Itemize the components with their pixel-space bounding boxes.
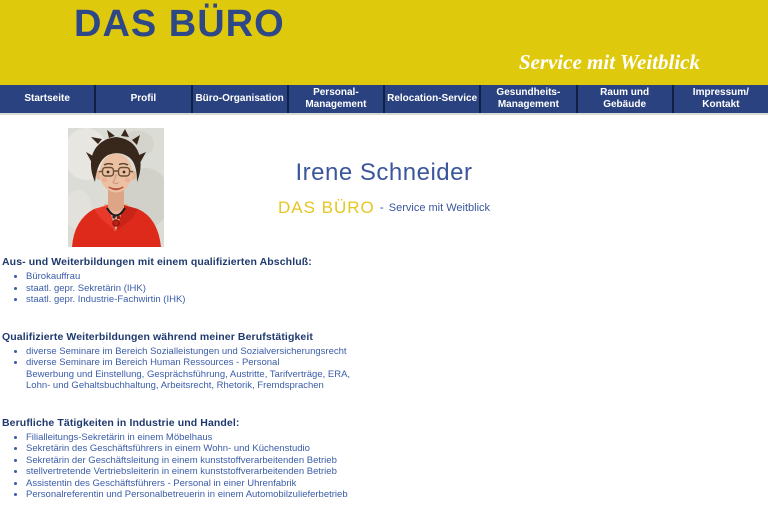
list-item: • stellvertretende Vertriebsleiterin in einem kunststoffverarbeitenden Betrieb xyxy=(26,466,742,478)
list-item: • diverse Seminare im Bereich Sozialleistungen und Sozialversicherungsrecht xyxy=(26,346,742,358)
page-header xyxy=(0,0,768,85)
nav-item-raum-und-gebaeude[interactable]: Raum und Gebäude xyxy=(578,85,672,113)
section-heading: Aus- und Weiterbildungen mit einem qualifizierten Abschluß: xyxy=(2,256,312,268)
section-heading: Berufliche Tätigkeiten in Industrie und Handel: xyxy=(2,416,240,429)
nav-item-profil[interactable]: Profil xyxy=(96,85,190,113)
section-list xyxy=(2,346,742,392)
list-item: • Sekretärin der Geschäftsleitung in einem kunststoffverarbeitenden Betrieb xyxy=(26,455,742,467)
section-list xyxy=(2,432,742,501)
section-heading: Qualifizierte Weiterbildungen während meiner Berufstätigkeit xyxy=(2,330,313,343)
brand-tagline: Service mit Weitblick xyxy=(388,202,491,214)
nav-underline xyxy=(0,113,768,115)
nav-item-impressum-kontakt[interactable]: Impressum/ Kontakt xyxy=(674,85,768,113)
cv-sections xyxy=(2,256,742,501)
brand-name: DAS BÜRO xyxy=(277,198,375,217)
list-item: • Bürokauffrau xyxy=(26,271,742,283)
nav-item-relocation-service[interactable]: Relocation-Service xyxy=(385,85,479,113)
nav-item-buero-organisation[interactable]: Büro-Organisation xyxy=(193,85,287,113)
section-ausbildung xyxy=(2,256,742,306)
nav-item-startseite[interactable]: Startseite xyxy=(0,85,94,113)
site-tagline: Service mit Weitblick xyxy=(518,50,700,74)
site-logo: DAS BÜRO xyxy=(74,3,285,45)
nav-item-gesundheits-management[interactable]: Gesundheits- Management xyxy=(481,85,575,113)
profile-brand-line xyxy=(0,198,768,218)
list-item: • diverse Seminare im Bereich Human Ressources - Personal Bewerbung und Einstellung, Gesprächsführung, Austritte, Tarifverträge, ERA, Lohn- und Gehaltsbuchhaltung, Arbeitsrecht, Rhetorik, Fremdsprachen xyxy=(26,357,742,392)
profile-name: Irene Schneider xyxy=(295,159,473,186)
brand-separator: - xyxy=(379,200,384,214)
list-item: • Sekretärin des Geschäftsführers in einem Wohn- und Küchenstudio xyxy=(26,443,742,455)
list-item: • Assistentin des Geschäftsführers - Personal in einer Uhrenfabrik xyxy=(26,478,742,490)
profile-header xyxy=(0,159,768,218)
list-item: • Filialleitungs-Sekretärin in einem Möbelhaus xyxy=(26,432,742,444)
section-list xyxy=(2,271,742,306)
section-taetigkeiten xyxy=(2,417,742,501)
list-item: • staatl. gepr. Industrie-Fachwirtin (IHK) xyxy=(26,294,742,306)
main-nav xyxy=(0,85,768,113)
list-item: • Personalreferentin und Personalbetreuerin in einem Automobilzulieferbetrieb xyxy=(26,489,742,501)
list-item: • staatl. gepr. Sekretärin (IHK) xyxy=(26,283,742,295)
section-weiterbildung xyxy=(2,331,742,392)
nav-item-personal-management[interactable]: Personal- Management xyxy=(289,85,383,113)
